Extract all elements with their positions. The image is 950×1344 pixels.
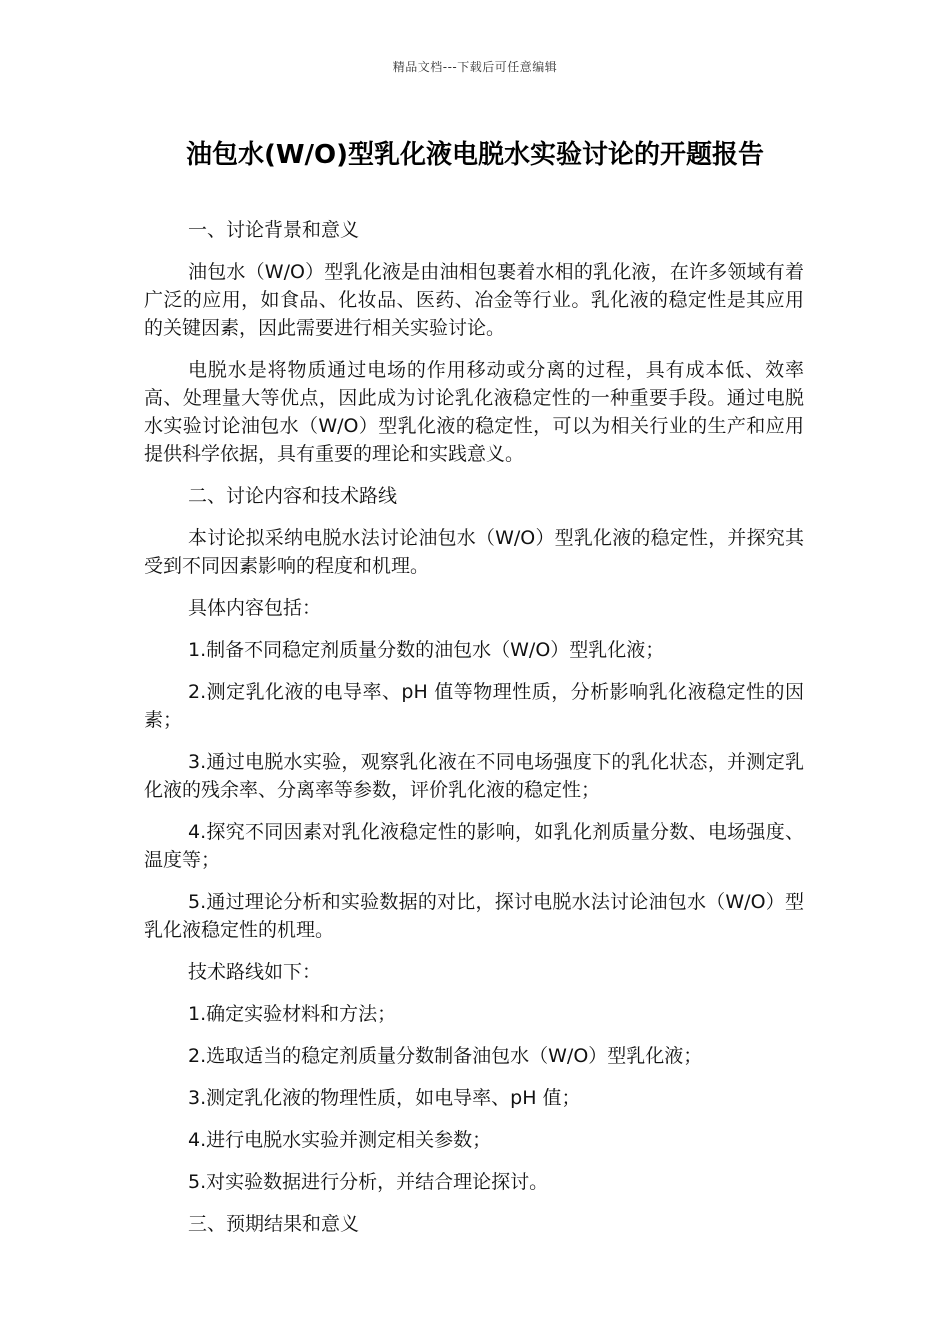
paragraph-intro: 油包水（W/O）型乳化液是由油相包裹着水相的乳化液，在许多领域有着广泛的应用，如食品、化妆品、医药、冶金等行业。乳化液的稳定性是其应用的关键因素，因此需要进行相关实验讨论。 (144, 261, 804, 339)
list-item: 5.通过理论分析和实验数据的对比，探讨电脱水法讨论油包水（W/O）型乳化液稳定性的机理。 (144, 891, 804, 941)
list-item: 2.测定乳化液的电导率、pH 值等物理性质，分析影响乳化液稳定性的因素； (144, 681, 804, 731)
section-heading-background: 一、讨论背景和意义 (188, 219, 360, 241)
list-item: 2.选取适当的稳定剂质量分数制备油包水（W/O）型乳化液； (188, 1045, 703, 1067)
list-item: 3.通过电脱水实验，观察乳化液在不同电场强度下的乳化状态，并测定乳化液的残余率、分离率等参数，评价乳化液的稳定性； (144, 751, 804, 801)
list-item: 1.制备不同稳定剂质量分数的油包水（W/O）型乳化液； (188, 639, 665, 661)
list-item: 1.确定实验材料和方法； (188, 1003, 397, 1025)
paragraph-research-plan: 本讨论拟采纳电脱水法讨论油包水（W/O）型乳化液的稳定性，并探究其受到不同因素影响的程度和机理。 (144, 527, 804, 577)
section-heading-content: 二、讨论内容和技术路线 (188, 485, 398, 507)
document-body (144, 216, 804, 1252)
paragraph-route-intro: 技术路线如下： (188, 961, 322, 983)
list-item: 4.探究不同因素对乳化液稳定性的影响，如乳化剂质量分数、电场强度、温度等； (144, 821, 804, 871)
paragraph-electro-dehydration: 电脱水是将物质通过电场的作用移动或分离的过程，具有成本低、效率高、处理量大等优点，因此成为讨论乳化液稳定性的一种重要手段。通过电脱水实验讨论油包水（W/O）型乳化液的稳定性，可以为相关行业的生产和应用提供科学依据，具有重要的理论和实践意义。 (144, 359, 804, 465)
list-item: 5.对实验数据进行分析，并结合理论探讨。 (188, 1171, 549, 1193)
list-item: 3.测定乳化液的物理性质，如电导率、pH 值； (188, 1087, 581, 1109)
paragraph-content-intro: 具体内容包括： (188, 597, 322, 619)
header-note: 精品文档---下载后可任意编辑 (392, 60, 558, 74)
section-heading-results: 三、预期结果和意义 (188, 1213, 360, 1235)
list-item: 4.进行电脱水实验并测定相关参数； (188, 1129, 492, 1151)
document-title: 油包水(W/O)型乳化液电脱水实验讨论的开题报告 (185, 140, 765, 170)
